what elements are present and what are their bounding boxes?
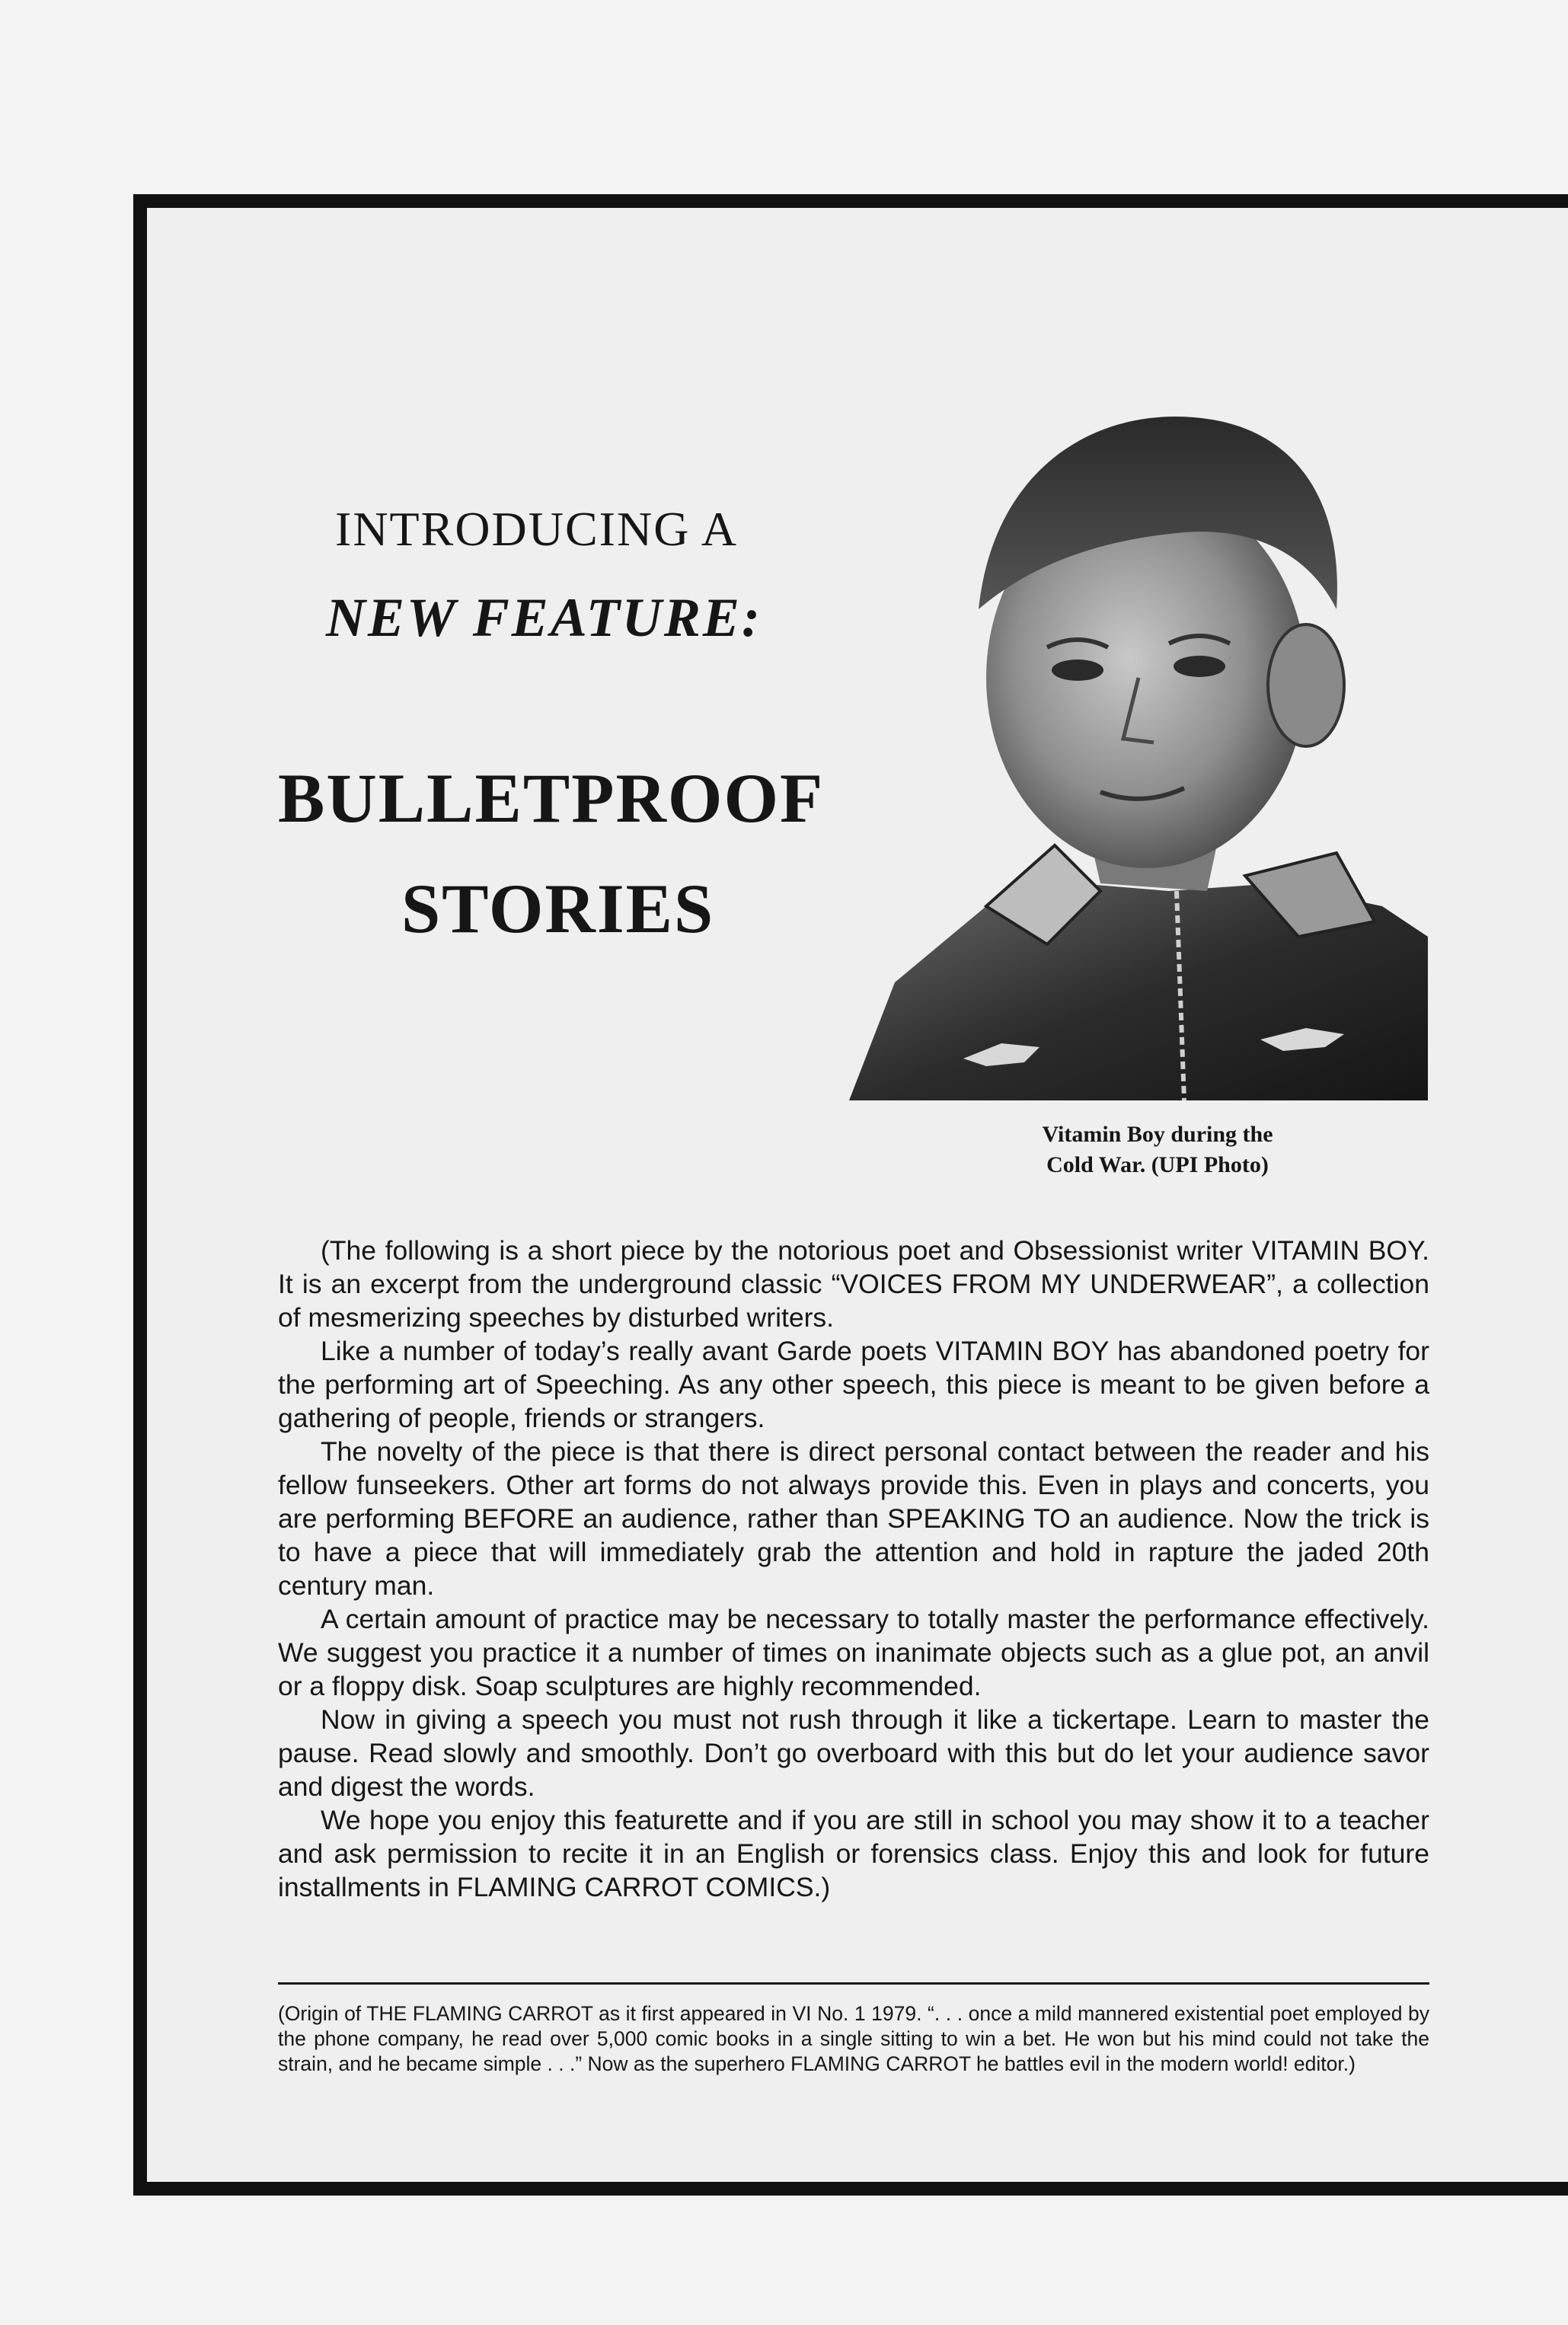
new-feature-heading: NEW FEATURE: [326, 587, 762, 648]
caption-line-1: Vitamin Boy during the [1042, 1122, 1273, 1147]
footnote-divider [278, 1982, 1429, 1985]
portrait-photo-icon [849, 358, 1428, 1100]
title-line-1: BULLETPROOF [278, 759, 825, 837]
title-line-2: STORIES [401, 870, 715, 947]
body-paragraph: We hope you enjoy this featurette and if you are still in school you may show it to a teacher and ask permission to recite it in an English or forensics class. Enjoy this and look for future installments in FLAMING CARROT COMICS.) [278, 1805, 1429, 1902]
article-body [278, 1234, 1429, 1904]
photo-caption [982, 1119, 1333, 1180]
body-paragraph: A certain amount of practice may be necessary to totally master the performance effectively. We suggest you practice it a number of times on inanimate objects such as a glue pot, an anvil or a floppy disk. Soap sculptures are highly recommended. [278, 1604, 1429, 1701]
body-paragraph: Like a number of today’s really avant Garde poets VITAMIN BOY has abandoned poetry for the performing art of Speeching. As any other speech, this piece is meant to be given before a gathering of people, friends or strangers. [278, 1336, 1429, 1433]
body-paragraph: Now in giving a speech you must not rush through it like a tickertape. Learn to master the pause. Read slowly and smoothly. Don’t go overboard with this but do let your audience savor and digest the words. [278, 1704, 1429, 1802]
caption-line-2: Cold War. (UPI Photo) [1046, 1152, 1269, 1177]
body-paragraph: (The following is a short piece by the notorious poet and Obsessionist writer VITAMIN BOY. It is an excerpt from the underground classic “VOICES FROM MY UNDERWEAR”, a collection of mesmerizing speeches by disturbed writers. [278, 1235, 1429, 1333]
portrait-photo [849, 358, 1428, 1100]
intro-heading: INTRODUCING A [335, 502, 739, 556]
body-paragraph: The novelty of the piece is that there is direct personal contact between the reader and his fellow funseekers. Other art forms do not always provide this. Even in plays and concerts, you are performing BEFORE an audience, rather than SPEAKING TO an audience. Now the trick is to have a piece that will immediately grab the attention and hold in rapture the jaded 20th century man. [278, 1436, 1429, 1601]
editor-footnote: (Origin of THE FLAMING CARROT as it first appeared in VI No. 1 1979. “. . . once a mild mannered existential poet employed by the phone company, he read over 5,000 comic books in a single sitting to win a bet. He won but his mind could not take the strain, and he became simple . . .” Now as the superhero FLAMING CARROT he battles evil in the modern world! editor.) [278, 2002, 1429, 2075]
